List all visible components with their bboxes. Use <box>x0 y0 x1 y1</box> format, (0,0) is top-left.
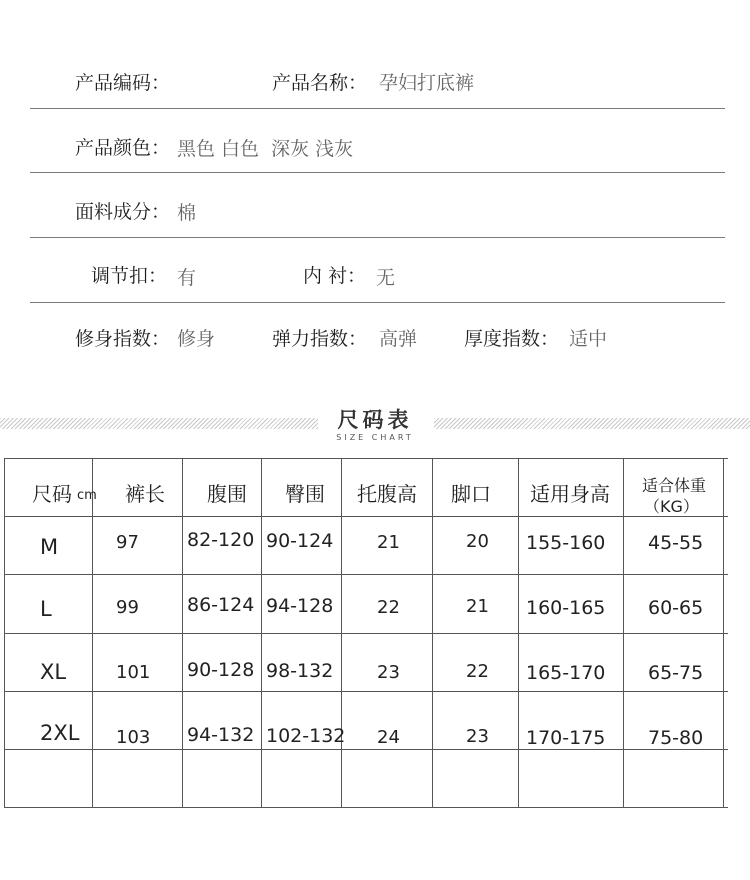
lining-label: 内 衬： <box>303 265 367 287</box>
cell-size: M <box>40 535 59 559</box>
table-border-left <box>4 458 5 808</box>
info-row-color <box>30 108 725 173</box>
header-size: 尺码 <box>32 482 72 506</box>
header-length: 裤长 <box>125 482 165 506</box>
buckle-value: 有 <box>177 267 197 289</box>
header-waist: 腹围 <box>207 482 247 506</box>
cell-waist: 82-120 <box>187 529 255 551</box>
info-row-code-name <box>30 44 725 109</box>
table-col-divider <box>432 458 433 808</box>
table-border-top <box>4 458 728 459</box>
product-name-value: 孕妇打底裤 <box>379 72 475 94</box>
cell-weight: 45-55 <box>648 532 704 554</box>
cell-length: 97 <box>116 532 139 553</box>
cell-height: 155-160 <box>526 532 606 554</box>
cell-weight: 75-80 <box>648 727 704 749</box>
cell-hip: 90-124 <box>266 530 334 552</box>
cell-size: 2XL <box>40 721 80 745</box>
cell-length: 99 <box>116 597 139 618</box>
table-border-right <box>723 458 724 808</box>
cell-waist: 86-124 <box>187 594 255 616</box>
header-hem: 脚口 <box>451 482 491 506</box>
cell-height: 160-165 <box>526 597 606 619</box>
cell-height: 170-175 <box>526 727 606 749</box>
cell-belly: 22 <box>377 597 400 618</box>
header-hip: 臀围 <box>285 482 325 506</box>
cell-hem: 20 <box>466 531 489 552</box>
cell-belly: 21 <box>377 532 400 553</box>
buckle-label: 调节扣： <box>91 265 168 287</box>
product-color-value: 黑色 白色 深灰 浅灰 <box>177 138 354 160</box>
cell-length: 103 <box>116 727 151 748</box>
info-row-fabric <box>30 173 725 238</box>
lining-value: 无 <box>376 267 396 289</box>
cell-size: L <box>40 597 52 621</box>
cell-hem: 21 <box>466 596 489 617</box>
cell-waist: 94-132 <box>187 724 255 746</box>
cell-hem: 22 <box>466 661 489 682</box>
table-row-divider <box>4 633 728 634</box>
table-col-divider <box>92 458 93 808</box>
table-row-divider <box>4 749 728 750</box>
elastic-index-label: 弹力指数： <box>272 328 368 350</box>
table-col-divider <box>261 458 262 808</box>
table-col-divider <box>518 458 519 808</box>
fit-index-value: 修身 <box>177 328 216 350</box>
size-chart-heading <box>0 402 750 442</box>
product-code-label: 产品编码： <box>75 72 171 94</box>
info-row-indices <box>30 303 725 367</box>
header-belly-support: 托腹高 <box>357 482 417 506</box>
info-row-buckle-lining <box>30 238 725 303</box>
table-col-divider <box>623 458 624 808</box>
header-weight-unit: （KG） <box>644 497 699 516</box>
cell-belly: 24 <box>377 727 400 748</box>
cell-hem: 23 <box>466 726 489 747</box>
product-name-label: 产品名称： <box>272 72 368 94</box>
table-row-divider <box>4 574 728 575</box>
cell-hip: 102-132 <box>266 725 346 747</box>
cell-length: 101 <box>116 662 151 683</box>
product-color-label: 产品颜色： <box>75 137 171 159</box>
size-table <box>4 458 728 808</box>
table-border-bottom <box>4 807 728 808</box>
header-weight: 适合体重 <box>642 476 707 495</box>
cell-hip: 98-132 <box>266 660 334 682</box>
cell-hip: 94-128 <box>266 595 334 617</box>
header-height: 适用身高 <box>530 482 610 506</box>
size-chart-subtitle: SIZE CHART <box>336 433 414 442</box>
thickness-index-label: 厚度指数： <box>464 328 560 350</box>
thickness-index-value: 适中 <box>569 328 608 350</box>
table-row-divider <box>4 691 728 692</box>
fit-index-label: 修身指数： <box>75 328 171 350</box>
cell-belly: 23 <box>377 662 400 683</box>
table-col-divider <box>341 458 342 808</box>
cell-weight: 60-65 <box>648 597 704 619</box>
table-header-divider <box>4 516 728 517</box>
header-size-unit: cm <box>77 488 97 503</box>
cell-size: XL <box>40 660 67 684</box>
fabric-label: 面料成分： <box>75 201 171 223</box>
cell-height: 165-170 <box>526 662 606 684</box>
cell-weight: 65-75 <box>648 662 704 684</box>
elastic-index-value: 高弹 <box>379 328 418 350</box>
fabric-value: 棉 <box>177 202 197 224</box>
size-chart-title: 尺码表 <box>337 408 413 432</box>
cell-waist: 90-128 <box>187 659 255 681</box>
table-col-divider <box>182 458 183 808</box>
